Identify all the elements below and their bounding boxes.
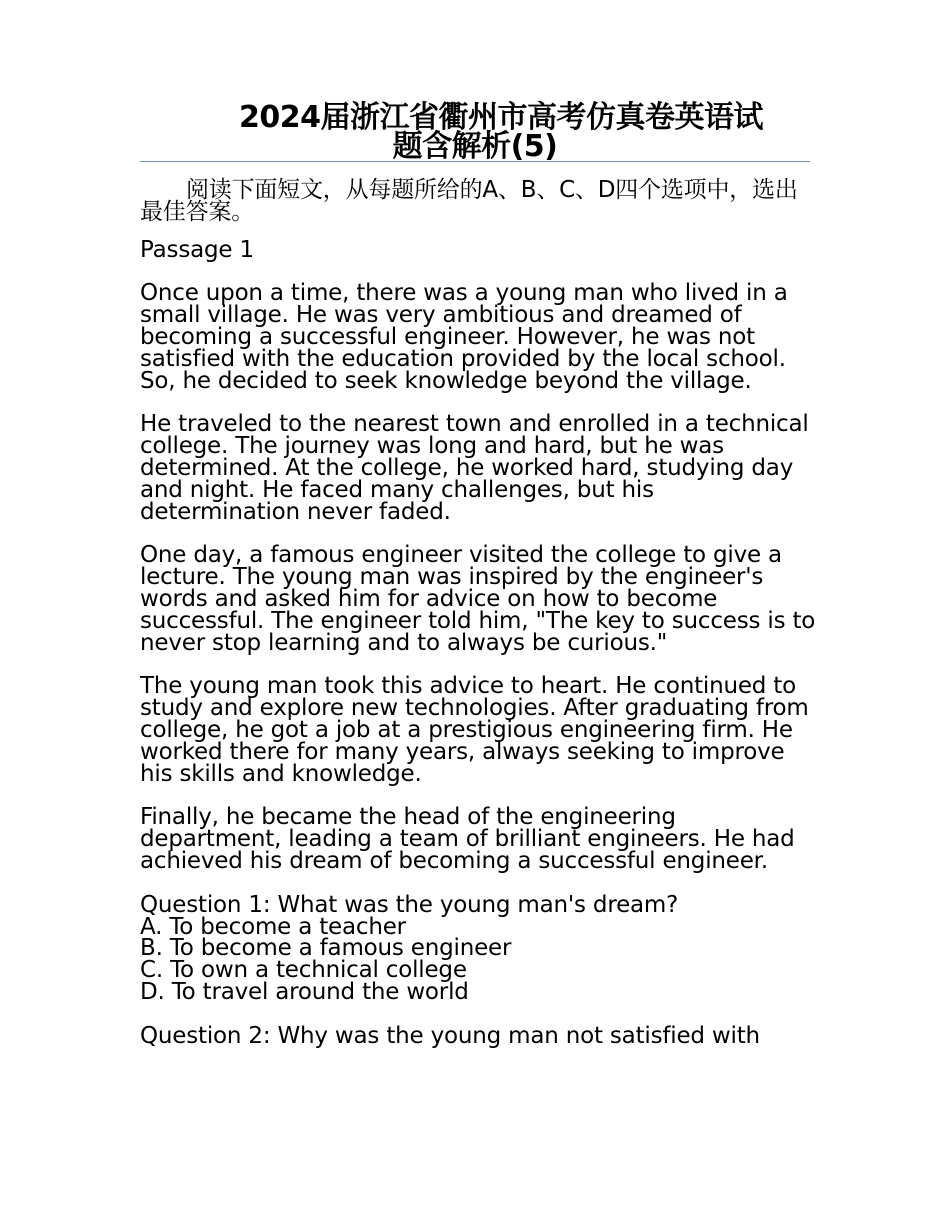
option-b: B. To become a famous engineer — [140, 935, 512, 962]
document-title — [140, 100, 810, 164]
passage-title: Passage 1 — [140, 236, 254, 263]
title-line-2: 题含解析(5) — [392, 129, 558, 164]
passage-paragraph: He traveled to the nearest town and enrolled in a technical college. The journey was long and hard, but he was determined. At the college, he worked hard, studying day and night. He faced many challenges, but his determination never faded. — [140, 411, 809, 525]
title-underline — [140, 161, 810, 162]
passage-paragraph: Finally, he became the head of the engineering department, leading a team of brilliant engineers. He had achieved his dream of becoming a successful engineer. — [140, 804, 795, 874]
passage-paragraph: Once upon a time, there was a young man who lived in a small village. He was very ambitious and dreamed of becoming a successful engineer. However, he was not satisfied with the education provided by the local school. So, he decided to seek knowledge beyond the village. — [140, 280, 788, 394]
question-2: Question 2: Why was the young man not satisfied with — [140, 1022, 760, 1049]
document-body — [140, 177, 820, 1049]
option-a: A. To become a teacher — [140, 913, 406, 940]
title-line-1: 2024届浙江省衢州市高考仿真卷英语试 — [239, 100, 763, 135]
passage-paragraph: One day, a famous engineer visited the college to give a lecture. The young man was inspired by the engineer's words and asked him for advice on how to become successful. The engineer told him, "The key to success is to never stop learning and to always be curious." — [140, 542, 816, 656]
option-d: D. To travel around the world — [140, 978, 469, 1005]
instructions: 阅读下面短文，从每题所给的A、B、C、D四个选项中，选出最佳答案。 — [140, 177, 798, 225]
question-1-options — [140, 913, 820, 1005]
passage-paragraph: The young man took this advice to heart. He continued to study and explore new technologies. After graduating from college, he got a job at a prestigious engineering firm. He worked there for many years, always seeking to improve his skills and knowledge. — [140, 673, 809, 787]
question-1: Question 1: What was the young man's dream? — [140, 891, 679, 918]
option-c: C. To own a technical college — [140, 957, 467, 984]
